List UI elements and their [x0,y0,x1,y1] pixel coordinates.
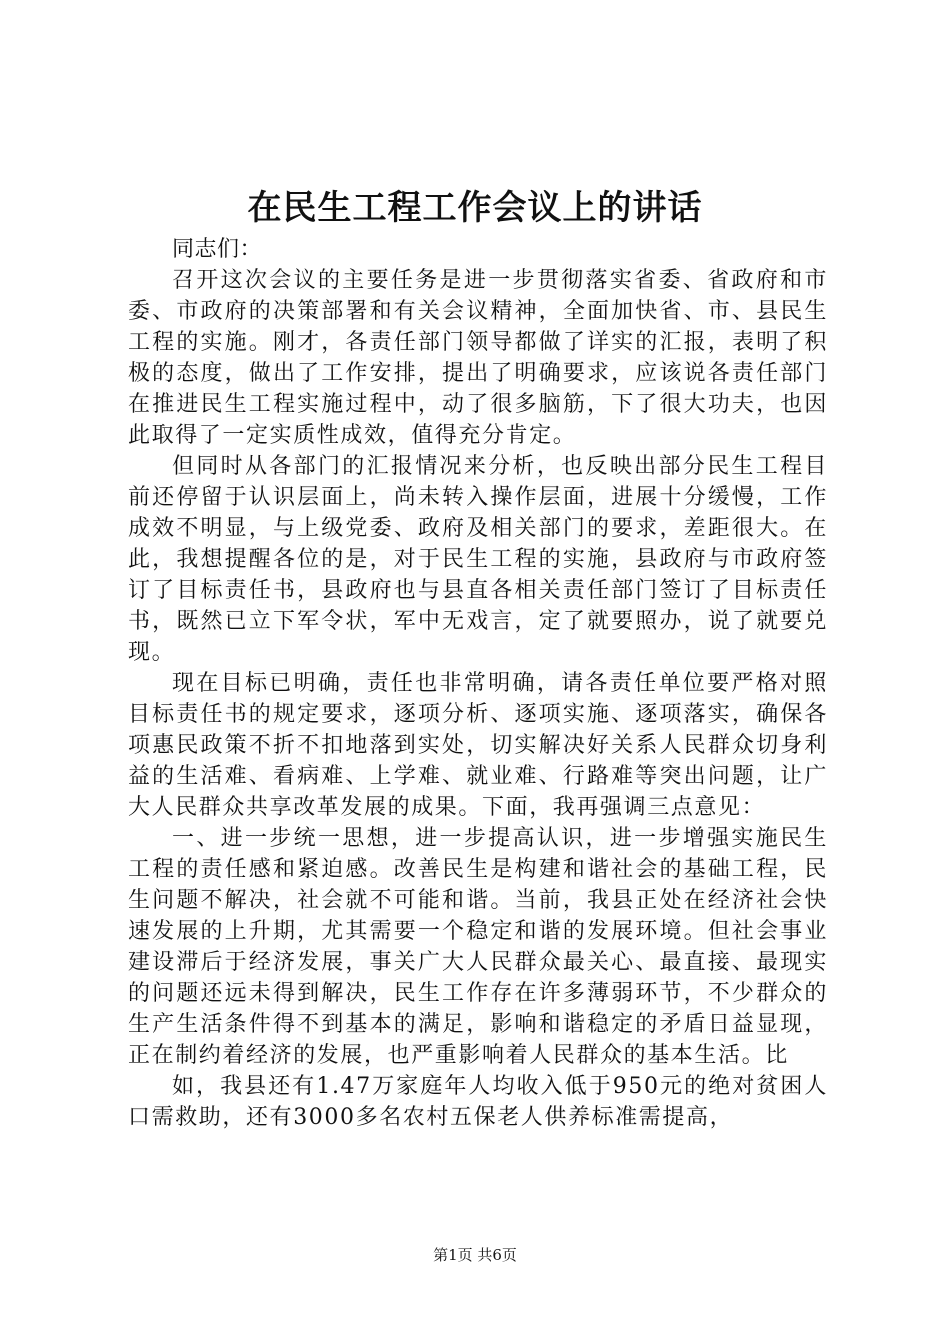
paragraph: 如，我县还有1.47万家庭年人均收入低于950元的绝对贫困人口需救助，还有3000多名农村五保老人供养标准需提高， [128,1074,828,1130]
document-body [128,234,828,1133]
document-title: 在民生工程工作会议上的讲话 [247,188,703,228]
paragraph: 现在目标已明确，责任也非常明确，请各责任单位要严格对照目标责任书的规定要求，逐项分析、逐项实施、逐项落实，确保各项惠民政策不折不扣地落到实处，切实解决好关系人民群众切身利益的生活难、看病难、上学难、就业难、行路难等突出问题，让广大人民群众共享改革发展的成果。下面，我再强调三点意见： [128,671,828,820]
paragraph: 但同时从各部门的汇报情况来分析，也反映出部分民生工程目前还停留于认识层面上，尚未转入操作层面，进展十分缓慢，工作成效不明显，与上级党委、政府及相关部门的要求，差距很大。在此，我想提醒各位的是，对于民生工程的实施，县政府与市政府签订了目标责任书，县政府也与县直各相关责任部门签订了目标责任书，既然已立下军令状，军中无戏言，定了就要照办，说了就要兑现。 [128,454,828,665]
salutation: 同志们： [172,237,263,262]
page-number: 第1页 共6页 [433,1246,517,1264]
paragraph: 一、进一步统一思想，进一步提高认识，进一步增强实施民生工程的责任感和紧迫感。改善民生是构建和谐社会的基础工程，民生问题不解决，社会就不可能和谐。当前，我县正处在经济社会快速发展的上升期，尤其需要一个稳定和谐的发展环境。但社会事业建设滞后于经济发展，事关广大人民群众最关心、最直接、最现实的问题还远未得到解决，民生工作存在许多薄弱环节，不少群众的生产生活条件得不到基本的满足，影响和谐稳定的矛盾日益显现，正在制约着经济的发展，也严重影响着人民群众的基本生活。比 [128,826,828,1068]
paragraph: 召开这次会议的主要任务是进一步贯彻落实省委、省政府和市委、市政府的决策部署和有关会议精神，全面加快省、市、县民生工程的实施。刚才，各责任部门领导都做了详实的汇报，表明了积极的态度，做出了工作安排，提出了明确要求，应该说各责任部门在推进民生工程实施过程中，动了很多脑筋，下了很大功夫，也因此取得了一定实质性成效，值得充分肯定。 [128,268,828,448]
